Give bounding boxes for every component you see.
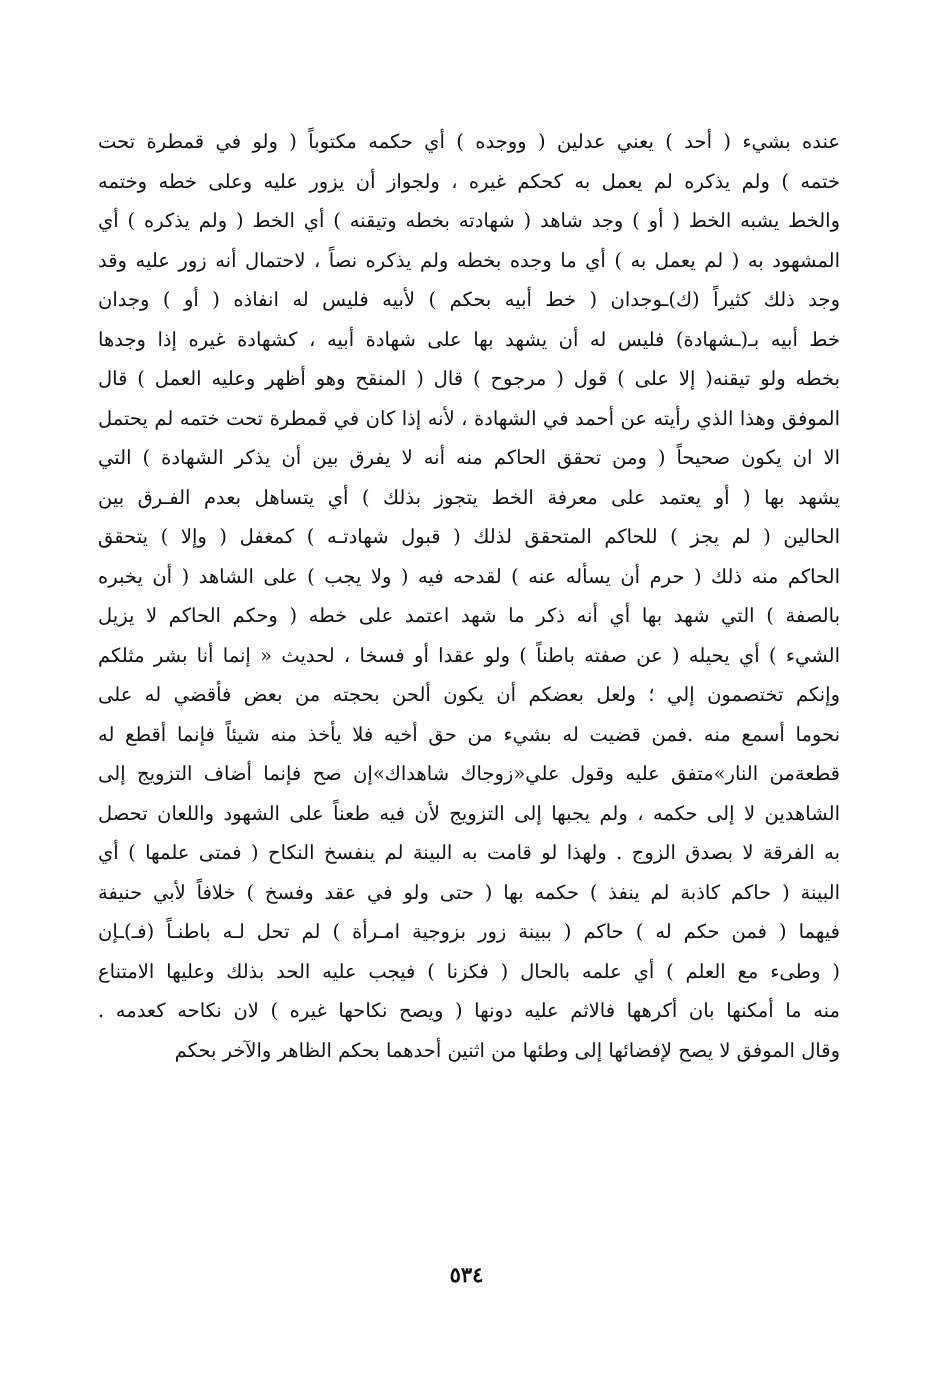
text-line: نحوما أسمع منه .فمن قضيت له بشيء من حق أخيه فلا يأخذ منه شيئاً فإنما أقطع له (98, 722, 840, 746)
text-line: الشاهدين لا إلى حكمه ، ولم يجبها إلى التزويج لأن فيه طعناً على الشهود واللعان تحصل (98, 801, 840, 825)
text-line: ( وطىء مع العلم ) أي علمه بالحال ( فكزنا ) فيجب عليه الحد بذلك وعليها الامتناع (98, 959, 840, 983)
text-line: الا ان يكون صحيحاً ( ومن تحقق الحاكم منه أنه لا يفرق بين أن يذكر الشهادة ) التي (98, 446, 840, 469)
text-line: فيهما ( فمن حكم له ) حاكم ( ببينة زور بزوجية امـرأة ) لم تحل لـه باطنـاً (فـ)ـإن (98, 920, 840, 943)
text-line: الموفق وهذا الذي رأيته عن أحمد في الشهادة ، لأنه إذا كان في قمطرة تحت ختمه لم يحتمل (98, 406, 840, 430)
page-number: ٥٣٤ (449, 1262, 484, 1287)
text-line: وإنكم تختصمون إلي ؛ ولعل بعضكم أن يكون ألحن بحجته من بعض فأقضي له على (98, 683, 840, 706)
text-line: قطعةمن النار»متفق عليه وقول علي«زوجاك شاهداك»إن صح فإنما أضاف التزويج إلى (98, 762, 840, 785)
text-line: به الفرقة لا بصدق الزوج . ولهذا لو قامت به البينة لم ينفسخ النكاح ( فمتى علمها ) أي (98, 841, 840, 864)
text-line: وجد ذلك كثيراً (ك)ـوجدان ( خط أبيه بحكم ) لأبيه فليس له انفاذه ( أو ) وجدان (98, 288, 840, 311)
text-line: بالصفة ) التي شهد بها أي أنه ذكر ما شهد اعتمد على خطه ( وحكم الحاكم لا يزيل (98, 604, 840, 627)
body-text (98, 122, 840, 1070)
text-line: بخطه ولو تيقنه( إلا على ) قول ( مرجوح ) قال ( المنقح وهو أظهر وعليه العمل ) قال (98, 367, 840, 390)
text-line: البينة ( حاكم كاذبة لم ينفذ ) حكمه بها ( حتى ولو في عقد وفسخ ) خلافاً لأبي حنيفة (98, 880, 840, 904)
text-line: يشهد بها ( أو يعتمد على معرفة الخط يتجوز بذلك ) أي يتساهل بعدم الفـرق بين (98, 485, 840, 509)
text-line: الحالين ( لم يجز ) للحاكم المتحقق لذلك ( قبول شهادتـه ) كمغفل ( وإلا ) يتحقق (98, 525, 840, 548)
text-line: منه ما أمكنها بان أكرهها فالاثم عليه دونها ( ويصح نكاحها غيره ) لان نكاحه كعدمه . (98, 999, 840, 1022)
text-line: خط أبيه بـ(ـشهادة) فليس له أن يشهد بها على شهادة أبيه ، كشهادة غيره إذا وجدها (98, 327, 840, 351)
text-line: ختمه ) ولم يذكره لم يعمل به كحكم غيره ، ولجواز أن يزور عليه وعلى خطه وختمه (98, 169, 840, 193)
text-line: المشهود به ( لم يعمل به ) أي ما وجده بخطه ولم يذكره نصاً ، لاحتمال أنه زور عليه وقد (98, 248, 840, 272)
text-line: الحاكم منه ذلك ( حرم أن يسأله عنه ) لقدحه فيه ( ولا يجب ) على الشاهد ( أن يخبره (98, 564, 840, 588)
text-line: والخط يشبه الخط ( أو ) وجد شاهد ( شهادته بخطه وتيقنه ) أي الخط ( ولم يذكره ) أي (98, 209, 840, 232)
text-line: عنده بشيء ( أحد ) يعني عدلين ( ووجده ) أي حكمه مكتوباً ( ولو في قمطرة تحت (98, 130, 840, 153)
text-line: الشيء ) أي يحيله ( عن صفته باطناً ) ولو عقدا أو فسخا ، لحديث « إنما أنا بشر مثلكم (98, 643, 840, 667)
text-line: وقال الموفق لا يصح لإفضائها إلى وطئها من اثنين أحدهما بحكم الظاهر والآخر بحكم (174, 1038, 840, 1062)
